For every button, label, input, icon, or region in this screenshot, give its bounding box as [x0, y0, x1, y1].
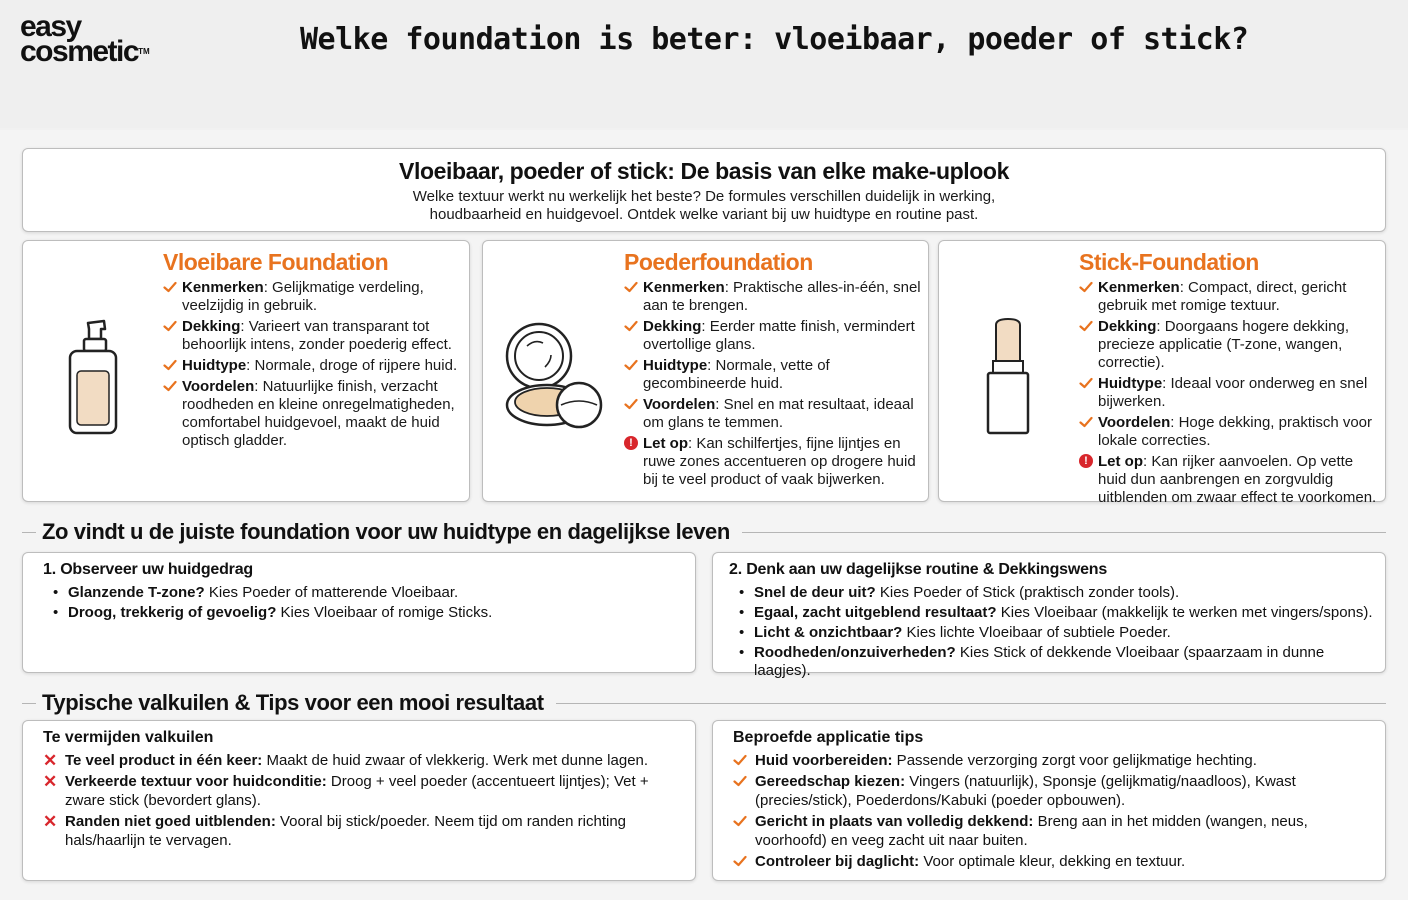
check-icon: [733, 814, 747, 828]
item-label: Roodheden/onzuiverheden?: [754, 644, 956, 661]
observe-skin-box: [22, 552, 696, 673]
foundation-stick-icon: [985, 317, 1031, 437]
card-list-item: [624, 318, 924, 354]
item-text: Vooral bij stick/poeder. Neem tijd om randen richting hals/haarlijn te vervagen.: [65, 813, 627, 849]
section-title-tips: Typische valkuilen & Tips voor een mooi resultaat: [42, 690, 556, 716]
item-text: : Varieert van transparant tot behoorlijk intens, zonder poederig effect.: [182, 318, 452, 353]
card-list: [163, 279, 463, 453]
item-text: : Eerder matte finish, vermindert overtollige glans.: [643, 318, 915, 353]
card-list-item: [1079, 375, 1384, 411]
check-icon: [733, 854, 747, 868]
check-icon: [624, 397, 638, 411]
item-text: Kies Vloeibaar of romige Sticks.: [276, 604, 493, 621]
item-text: : Kan rijker aanvoelen. Op vette huid dun aanbrengen en zorgvuldig uitblenden om zwaar effect te voorkomen.: [1098, 453, 1377, 506]
item-label: Snel de deur uit?: [754, 584, 876, 601]
list-item: [733, 751, 1313, 770]
item-text: : Kan schilfertjes, fijne lijntjes en ruwe zones accentueren op drogere huid bij te veel product of vaak bijwerken.: [643, 435, 916, 488]
card-list: [1079, 279, 1384, 510]
item-label: Dekking: [1098, 318, 1157, 335]
item-label: Let op: [643, 435, 688, 452]
item-label: Huidtype: [182, 357, 247, 374]
logo-line2: cosmetic™: [20, 35, 150, 68]
item-label: Let op: [1098, 453, 1143, 470]
logo[interactable]: [20, 10, 180, 70]
card-list-item: [1079, 318, 1384, 372]
card-powder-foundation: [482, 240, 929, 502]
check-icon: [733, 753, 747, 767]
check-icon: [163, 280, 177, 294]
subsection-heading: 2. Denk aan uw dagelijkse routine & Dekkingswens: [729, 561, 1108, 578]
item-label: Kenmerken: [1098, 279, 1180, 296]
logo-line1: easy: [20, 10, 81, 43]
section-title-huidtype: Zo vindt u de juiste foundation voor uw huidtype en dagelijkse leven: [42, 519, 742, 545]
item-text: Kies Poeder of Stick (praktisch zonder tools).: [875, 584, 1180, 601]
item-label: Te veel product in één keer:: [65, 752, 263, 769]
item-label: Randen niet goed uitblenden:: [65, 813, 276, 830]
check-icon: [733, 774, 747, 788]
foundation-bottle-icon: [67, 319, 119, 437]
item-text: Passende verzorging zorgt voor gelijkmatige hechting.: [892, 752, 1257, 769]
item-label: Droog, trekkerig of gevoelig?: [68, 604, 277, 621]
list-item: [53, 584, 492, 602]
section-divider: [556, 703, 1386, 704]
item-text: : Compact, direct, gericht gebruik met romige textuur.: [1098, 279, 1347, 314]
card-list-item: [163, 357, 463, 375]
item-text: Kies lichte Vloeibaar of subtiele Poeder.: [902, 624, 1171, 641]
card-list-item: [624, 435, 924, 489]
card-list-item: [163, 279, 463, 315]
check-icon: [1079, 415, 1093, 429]
item-text: Kies Vloeibaar (makkelijk te werken met vingers/spons).: [996, 604, 1373, 621]
card-list-item: [1079, 453, 1384, 507]
item-text: : Praktische alles-in-één, snel aan te brengen.: [643, 279, 921, 314]
list-item: [733, 772, 1313, 810]
check-icon: [1079, 280, 1093, 294]
item-text: : Normale, vette of gecombineerde huid.: [643, 357, 830, 392]
item-label: Kenmerken: [643, 279, 725, 296]
powder-compact-icon: [505, 321, 605, 431]
pitfalls-box: [22, 720, 696, 881]
section-divider: [22, 703, 36, 704]
list-item: [733, 852, 1313, 871]
card-title: Vloeibare Foundation: [163, 249, 389, 275]
card-list-item: [163, 378, 463, 450]
section-divider: [22, 532, 36, 533]
check-icon: [1079, 376, 1093, 390]
list-item: [739, 644, 1385, 680]
list-item: [739, 624, 1385, 642]
item-label: Huidtype: [1098, 375, 1163, 392]
card-title: Poederfoundation: [624, 249, 813, 275]
card-title: Stick-Foundation: [1079, 249, 1259, 275]
warning-icon: !: [1079, 454, 1093, 468]
section-divider: [740, 532, 1386, 533]
item-label: Huid voorbereiden:: [755, 752, 893, 769]
logo-tm: TM: [138, 47, 150, 56]
item-text: Maakt de huid zwaar of vlekkerig. Werk met dunne lagen.: [262, 752, 649, 769]
check-icon: [163, 358, 177, 372]
cross-icon: ✕: [43, 751, 58, 770]
card-list-item: [624, 279, 924, 315]
card-liquid-foundation: [22, 240, 470, 502]
subsection-heading: Te vermijden valkuilen: [43, 729, 214, 746]
item-label: Dekking: [643, 318, 702, 335]
item-text: : Natuurlijke finish, verzacht roodheden en kleine onregelmatigheden, comfortabel huidgevoel, maakt de huid optisch gladder.: [182, 378, 455, 449]
check-icon: [1079, 319, 1093, 333]
list-item: [43, 812, 673, 850]
item-label: Kenmerken: [182, 279, 264, 296]
card-list: [624, 279, 924, 492]
tips-list: [733, 751, 1313, 873]
list-item: [739, 584, 1385, 602]
check-icon: [163, 319, 177, 333]
page-title: Welke foundation is beter: vloeibaar, poeder of stick?: [300, 22, 1249, 57]
bullet-list: [53, 584, 492, 624]
item-text: : Ideaal voor onderweg en snel bijwerken.: [1098, 375, 1368, 410]
cross-icon: ✕: [43, 812, 58, 831]
item-label: Voordelen: [643, 396, 716, 413]
check-icon: [624, 358, 638, 372]
item-label: Licht & onzichtbaar?: [754, 624, 903, 641]
pitfall-list: [43, 751, 673, 852]
header: [0, 0, 1408, 128]
subsection-heading: Beproefde applicatie tips: [733, 729, 924, 746]
item-text: Voor optimale kleur, dekking en textuur.: [919, 853, 1186, 870]
item-label: Glanzende T-zone?: [68, 584, 205, 601]
item-label: Egaal, zacht uitgeblend resultaat?: [754, 604, 997, 621]
subsection-heading: 1. Observeer uw huidgedrag: [43, 561, 253, 578]
item-text: Vingers (natuurlijk), Sponsje (gelijkmatig/naadloos), Kwast (precies/stick), Poederdons/Kabuki (poeder opbouwen).: [755, 773, 1296, 809]
warning-icon: !: [624, 436, 638, 450]
item-label: Voordelen: [1098, 414, 1171, 431]
item-label: Controleer bij daglicht:: [755, 853, 920, 870]
card-list-item: [1079, 414, 1384, 450]
item-text: Breng aan in het midden (wangen, neus, voorhoofd) en veeg zacht uit naar buiten.: [755, 813, 1308, 849]
check-icon: [624, 280, 638, 294]
check-icon: [163, 379, 177, 393]
daily-routine-box: [712, 552, 1386, 679]
item-text: Kies Poeder of matterende Vloeibaar.: [204, 584, 459, 601]
item-label: Voordelen: [182, 378, 255, 395]
item-label: Gericht in plaats van volledig dekkend:: [755, 813, 1034, 830]
intro-heading: Vloeibaar, poeder of stick: De basis van elke make-uplook: [399, 158, 1009, 184]
item-text: : Hoge dekking, praktisch voor lokale correcties.: [1098, 414, 1373, 449]
item-text: Droog + veel poeder (accentueert lijntjes); Vet + zware stick (bevordert glans).: [65, 773, 649, 809]
list-item: [43, 751, 673, 770]
item-text: Kies Stick of dekkende Vloeibaar (spaarzaam in dunne laagjes).: [754, 644, 1325, 679]
check-icon: [624, 319, 638, 333]
item-text: : Gelijkmatige verdeling, veelzijdig in gebruik.: [182, 279, 424, 314]
item-label: Gereedschap kiezen:: [755, 773, 906, 790]
list-item: [733, 812, 1313, 850]
tips-box: [712, 720, 1386, 881]
item-text: : Doorgaans hogere dekking, precieze applicatie (T-zone, wangen, correctie).: [1098, 318, 1349, 371]
list-item: [53, 604, 492, 622]
card-list-item: [163, 318, 463, 354]
cross-icon: ✕: [43, 772, 58, 791]
item-label: Verkeerde textuur voor huidconditie:: [65, 773, 327, 790]
bullet-list: [739, 584, 1385, 682]
item-text: : Normale, droge of rijpere huid.: [246, 357, 458, 374]
card-list-item: [624, 357, 924, 393]
list-item: [43, 772, 673, 810]
card-list-item: [624, 396, 924, 432]
card-stick-foundation: [938, 240, 1386, 506]
card-list-item: [1079, 279, 1384, 315]
intro-text: Welke textuur werkt nu werkelijk het beste? De formules verschillen duidelijk in werking, houdbaarheid en huidgevoel. Ontdek welke variant bij uw huidtype en routine past.: [412, 188, 996, 223]
item-label: Huidtype: [643, 357, 708, 374]
list-item: [739, 604, 1385, 622]
item-text: : Snel en mat resultaat, ideaal om glans te temmen.: [643, 396, 914, 431]
item-label: Dekking: [182, 318, 241, 335]
intro-box: [22, 148, 1386, 232]
